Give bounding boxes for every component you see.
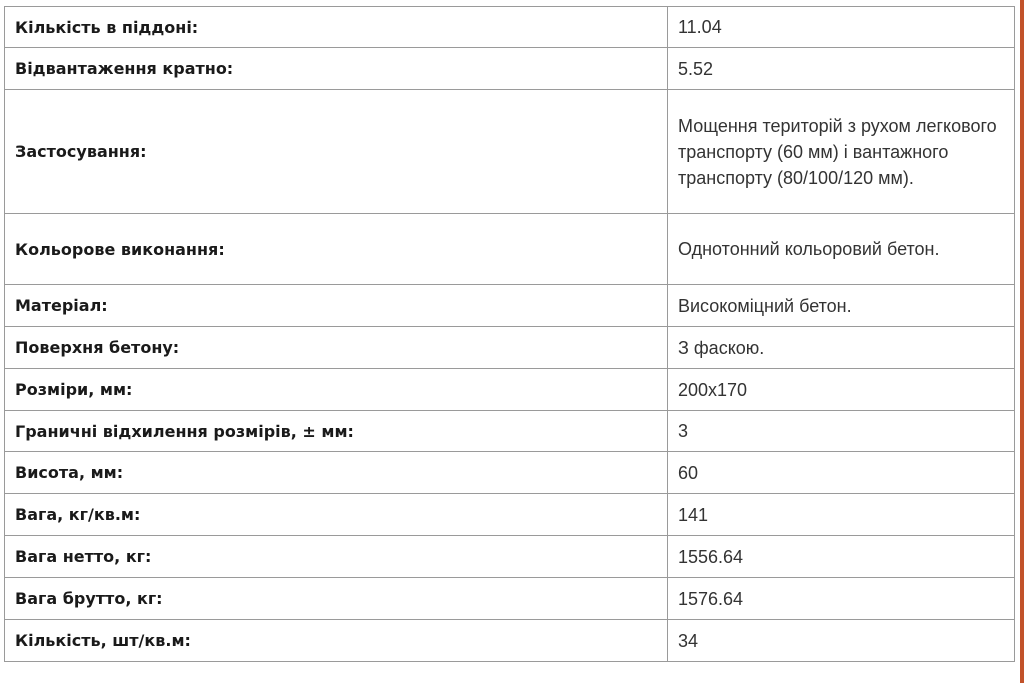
table-row — [5, 48, 1015, 90]
spec-label: Висота, мм: — [5, 452, 668, 494]
spec-label: Розміри, мм: — [5, 369, 668, 411]
table-row — [5, 327, 1015, 369]
spec-label: Матеріал: — [5, 285, 668, 327]
table-row — [5, 214, 1015, 285]
spec-label: Граничні відхилення розмірів, ± мм: — [5, 411, 668, 452]
table-row — [5, 494, 1015, 536]
table-row — [5, 411, 1015, 452]
spec-label: Кількість, шт/кв.м: — [5, 620, 668, 662]
spec-value: 200x170 — [668, 369, 1015, 411]
spec-label: Застосування: — [5, 90, 668, 214]
table-row — [5, 7, 1015, 48]
spec-value: 1556.64 — [668, 536, 1015, 578]
spec-label: Кількість в піддоні: — [5, 7, 668, 48]
table-row — [5, 452, 1015, 494]
table-row — [5, 536, 1015, 578]
spec-value: 1576.64 — [668, 578, 1015, 620]
spec-value: 11.04 — [668, 7, 1015, 48]
table-row — [5, 285, 1015, 327]
spec-value: 60 — [668, 452, 1015, 494]
spec-value: 141 — [668, 494, 1015, 536]
table-row — [5, 369, 1015, 411]
spec-label: Вага брутто, кг: — [5, 578, 668, 620]
table-row — [5, 620, 1015, 662]
spec-label: Поверхня бетону: — [5, 327, 668, 369]
spec-label: Кольорове виконання: — [5, 214, 668, 285]
spec-value: 5.52 — [668, 48, 1015, 90]
accent-bar — [1020, 0, 1024, 683]
specs-table — [4, 6, 1015, 662]
spec-value: 3 — [668, 411, 1015, 452]
spec-value: 34 — [668, 620, 1015, 662]
spec-value: Мощення територій з рухом легкового транспорту (60 мм) і вантажного транспорту (80/100/120 мм). — [668, 90, 1015, 214]
spec-value: Високоміцний бетон. — [668, 285, 1015, 327]
spec-label: Вага нетто, кг: — [5, 536, 668, 578]
spec-label: Відвантаження кратно: — [5, 48, 668, 90]
spec-value: З фаскою. — [668, 327, 1015, 369]
table-row — [5, 578, 1015, 620]
spec-label: Вага, кг/кв.м: — [5, 494, 668, 536]
table-row — [5, 90, 1015, 214]
spec-value: Однотонний кольоровий бетон. — [668, 214, 1015, 285]
